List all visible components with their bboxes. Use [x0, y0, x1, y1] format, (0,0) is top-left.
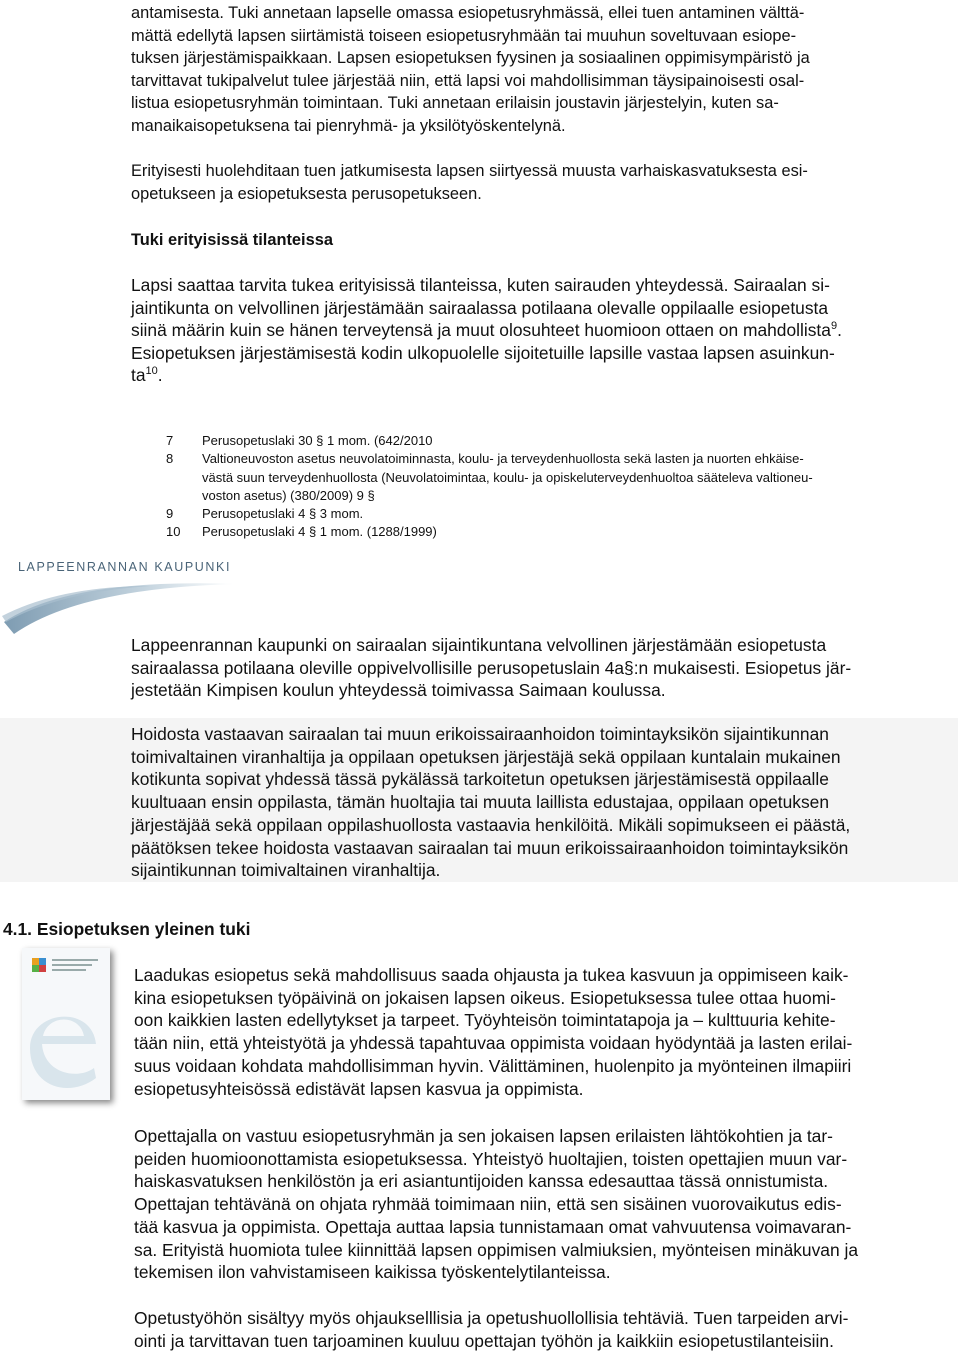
footnote-ref-9[interactable]: 9 [830, 320, 838, 333]
paragraph-quality-preschool: Laadukas esiopetus sekä mahdollisuus saada ohjausta ja tukea kasvuun ja oppimiseen kaik- kina esiopetuksen työpäivinä on jokaisen lapsen oikeus. Esiopetuksessa tulee ottaa huomi- oon kaikkien lasten edellytykset ja tarpeet. Työyhteisön toimintatapoja ja – kulttuuria kehite- tään niin, että yhteistyötä ja yhdessä tapahtuvaa oppimista voidaan hyödyntää ja lasten erilai- suus voidaan kohdata mahdollisimman hyvin. Välittäminen, huolenpito ja myönteinen ilmapiiri esiopetusyhteisössä edistävät lapsen kasvua ja oppimista. [134, 965, 853, 1099]
paragraph-hospital-agreement: Hoidosta vastaavan sairaalan tai muun erikoissairaanhoidon toimintayksikön sijaintikunnan toimivaltainen viranhaltija ja oppilaan opetuksen järjestäjä sekä oppilaan kuntalain mukainen kotikunta sopivat yhdessä tässä pykälässä tarkoitetun opetuksen järjestämisestä oppilaalle kuultuaan ensin oppilasta, tämän huoltajia tai muuta laillista edustajaa, oppilaan opetuksen järjestäjää sekä oppilaan oppilashuollosta vastaavia henkilöitä. Mikäli sopimukseen ei päästä, päätöksen tekee hoidosta vastaavan sairaalan tai muun erikoissairaanhoidon toimintayksikön sijaintikunnan toimivaltainen viranhaltija. [131, 724, 851, 881]
heading-special-situations: Tuki erityisissä tilanteissa [131, 231, 333, 249]
paragraph-teacher-responsibility: Opettajalla on vastuu esiopetusryhmän ja sen jokaisen lapsen erilaisten lähtökohtien ja tar- peiden huomioonottamista esiopetuksessa. Yhteistyö huoltajien, toisten opettajien muun var- haiskasvatuksen henkilöstön ja eri asiantuntijoiden kanssa edesauttaa tässä onnistumista. Opettajan tehtävänä on ohjata ryhmää toimimaan niin, että sen sisäinen vuorovaikutus edis- tää kasvua ja oppimista. Opettaja auttaa lapsia tunnistamaan omat vahvuutensa voimavaran- sa. Erityistä huomiota tulee kiinnittää lapsen oppimisen valmiuksien, myönteisen minäkuvan ja tekemisen ilon vahvistamiseen kaikissa työskentelytilanteissa. [134, 1126, 859, 1283]
hospital-text-part2: . Esiopetuksen järjestämisestä kodin ulkopuolelle sijoitetuille lapsille vastaa lapsen asuinkun- ta [131, 320, 842, 386]
heading-general-support: 4.1. Esiopetuksen yleinen tuki [3, 919, 251, 939]
footnote-number: 8 [166, 451, 174, 466]
paragraph-support-in-group: antamisesta. Tuki annetaan lapselle omassa esiopetusryhmässä, ellei tuen antaminen välttä- mättä edellytä lapsen siirtämistä toiseen esiopetusryhmään tai muuhun soveltuvaan esiope- tuksen järjestämispaikkaan. Lapsen esiopetuksen fyysinen ja sosiaalinen oppimisympäristö ja tarvittavat tukipalvelut tulee järjestää niin, että lapsi voi mahdollisimman täysipainoisesti osal- listua esiopetusryhmän toimintaan. Tuki annetaan erilaisin joustavin järjestelyin, kuten sa- manaikaisopetuksena tai pienryhmä- ja yksilötyöskentelynä. [131, 4, 810, 135]
hospital-text-part1: Lapsi saattaa tarvita tukea erityisissä tilanteissa, kuten sairauden yhteydessä. Sairaalan si- jaintikunta on velvollinen järjestämään sairaalassa potilaana olevalle oppilaalle esiopetusta siinä määrin kuin se hänen terveytensä ja muut olosuhteet huomioon ottaen on mahdollista [131, 275, 831, 341]
logo-wordmark: LAPPEENRANNAN KAUPUNKI [18, 560, 232, 574]
footnote-text: Perusopetuslaki 4 § 3 mom. [202, 506, 364, 521]
paragraph-lappeenranta-hospital: Lappeenrannan kaupunki on sairaalan sijaintikuntana velvollinen järjestämään esiopetusta sairaalassa potilaana oleville oppivelvollisille perusopetuslain 4a§:n mukaisesti. Esiopetus jär- jestetään Kimpisen koulun yhteydessä toimivassa Saimaan koulussa. [131, 635, 852, 701]
logo-swoosh-icon [0, 556, 240, 636]
paragraph-hospital-education [131, 274, 956, 387]
footnote-number: 9 [166, 506, 174, 521]
footnote-text: Perusopetuslaki 4 § 1 mom. (1288/1999) [202, 524, 437, 539]
footnote-text: Perusopetuslaki 30 § 1 mom. (642/2010 [202, 433, 433, 448]
paragraph-support-continuity: Erityisesti huolehditaan tuen jatkumisesta lapsen siirtyessä muusta varhaiskasvatuksesta esi- opetukseen ja esiopetuksesta perusopetukseen. [131, 162, 808, 203]
footnote-ref-10[interactable]: 10 [145, 365, 158, 378]
city-logo [0, 556, 240, 636]
hospital-text-part3: . [157, 365, 163, 386]
footnote-number: 10 [166, 524, 181, 539]
footnote-number: 7 [166, 433, 174, 448]
footnote-text: Valtioneuvoston asetus neuvolatoiminnasta, koulu- ja terveydenhuollosta sekä lasten ja nuorten ehkäise- västä suun terveydenhuollosta (Neuvolatoimintaa, koulu- ja opiskeluterveydenhuoltoa sääteleva valtioneu- voston asetus) (380/2009) 9 § [202, 451, 813, 503]
publication-cover-image [22, 948, 110, 1100]
paragraph-guidance-tasks: Opetustyöhön sisältyy myös ohjaukselllisia ja opetushuollollisia tehtäviä. Tuen tarpeiden arvi- ointi ja tarvittavan tuen tarjoaminen kuuluu opettajan työhön ja kaikkiin esiopetustilanteisiin. [134, 1308, 849, 1351]
letter-e-cover-icon [22, 948, 110, 1100]
